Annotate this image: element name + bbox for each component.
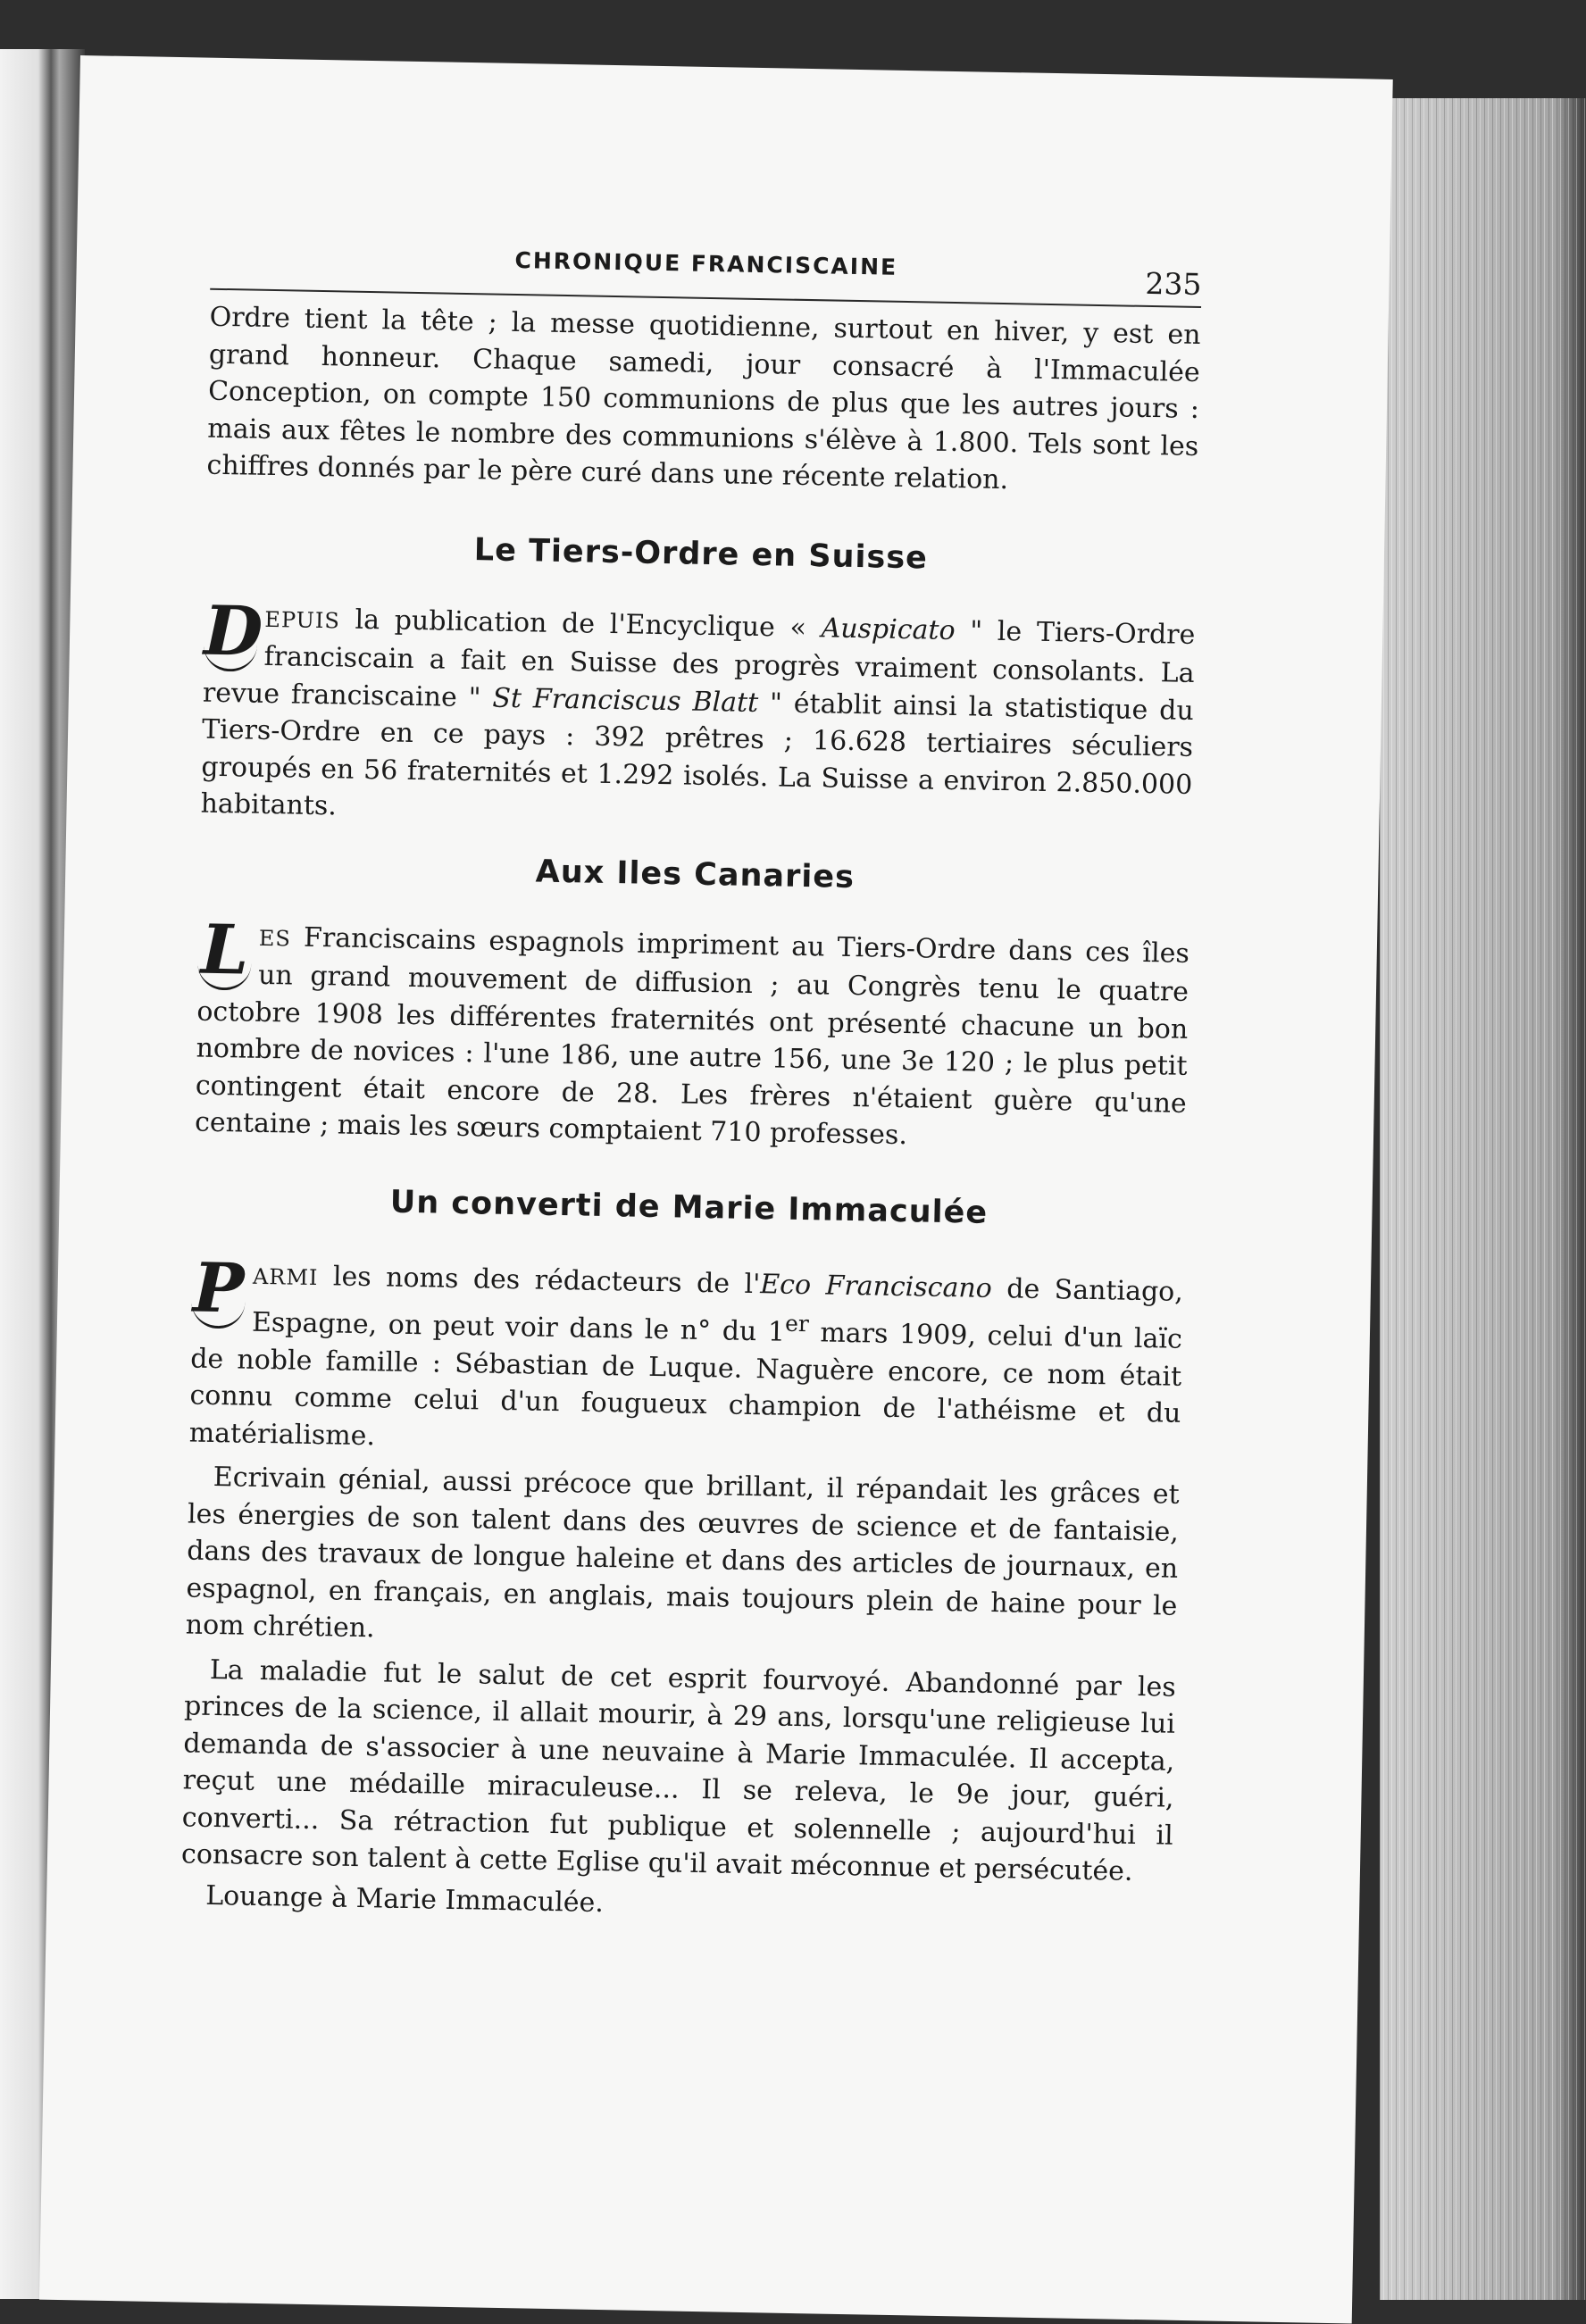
- small-caps-lead: ARMI: [252, 1263, 319, 1290]
- section-title-iles-canaries: Aux Iles Canaries: [535, 853, 856, 895]
- page-header: [210, 237, 1202, 308]
- text-run: mars 1909, celui d'un laïc de noble famille : Sébastian de Luque. Naguère encore, ce nom était connu comme celui d'un fougueux champion de l'athéisme et du matérialisme.: [188, 1317, 1183, 1452]
- emphasis-title: St Franciscus Blatt: [492, 682, 759, 719]
- small-caps-lead: ES: [258, 925, 292, 951]
- drop-cap: D: [203, 590, 263, 671]
- small-caps-lead: EPUIS: [264, 606, 341, 633]
- section-paragraph-converti: [188, 1247, 1184, 1470]
- section-title-tiers-ordre-suisse: Le Tiers-Ordre en Suisse: [473, 531, 929, 576]
- text-run: Franciscains espagnols impriment au Tiers-Ordre dans ces îles un grand mouvement de diffusion ; au Congrès tenu le quatre octobre 1908 les différentes fraternités ont présenté chacune un bon nombre de novices : l'une 186, une autre 156, une 3e 120 ; le plus petit contingent était encore de 28. Les frères n'étaient guère qu'une centaine ; mais les sœurs comptaient 710 professes.: [194, 920, 1190, 1152]
- text-run: les noms des rédacteurs de l': [318, 1260, 761, 1300]
- text-run: " le Tiers-Ordre franciscain a fait en Suisse des progrès vraiment consolants. La revue franciscaine ": [202, 614, 1196, 714]
- page-number: 235: [1145, 265, 1202, 303]
- page-content: [180, 237, 1202, 1932]
- running-title: CHRONIQUE FRANCISCAINE: [514, 246, 898, 280]
- intro-paragraph: Ordre tient la tête ; la messe quotidienne, surtout en hiver, y est en grand honneur. Chaque samedi, jour consacré à l'Immaculée Conception, on compte 150 communions de plus que les autres jours : mais aux fêtes le nombre des communions s'élève à 1.800. Tels sont les chiffres donnés par le père curé dans une récente relation.: [206, 301, 1201, 496]
- emphasis-title: Eco Franciscano: [760, 1268, 993, 1304]
- section-title-converti: Un converti de Marie Immaculée: [389, 1184, 989, 1231]
- paragraph-maladie: La maladie fut le salut de cet esprit fourvoyé. Abandonné par les princes de la science, il allait mourir, à 29 ans, lorsqu'une religieuse lui demanda de s'associer à une neuvaine à Marie Immaculée. Il accepta, reçut une médaille miraculeuse... Il se releva, le 9e jour, guéri, converti... Sa rétraction fut publique et solennelle ; aujourd'hui il consacre son talent à cette Eglise qu'il avait méconnue et persécutée.: [180, 1653, 1177, 1887]
- drop-cap: L: [197, 920, 252, 990]
- section-paragraph-canaries: [194, 909, 1190, 1159]
- book-page: [39, 55, 1393, 2324]
- paragraph-ecrivain: Ecrivain génial, aussi précoce que brillant, il répandait les grâces et les énergies de son talent dans des œuvres de science et de fantaisie, dans des travaux de longue haleine et dans des articles de journaux, en espagnol, en français, en anglais, mais toujours plein de haine pour le nom chrétien.: [185, 1461, 1180, 1645]
- emphasis-title: Auspicato: [821, 612, 956, 646]
- text-run: " établit ainsi la statistique du Tiers-Ordre en ce pays : 392 prêtres ; 16.628 tertiaires séculiers groupés en 56 fraternités et 1.292 isolés. La Suisse a environ 2.850.000 habitants.: [200, 687, 1195, 822]
- drop-cap: P: [192, 1247, 246, 1329]
- ordinal-superscript: er: [784, 1310, 810, 1337]
- section-paragraph-suisse: [200, 590, 1196, 840]
- text-run: la publication de l'Encyclique «: [339, 603, 822, 644]
- text-run: de Santiago, Espagne, on peut voir dans le n° du 1: [251, 1272, 1184, 1348]
- closing-line: Louange à Marie Immaculée.: [205, 1879, 605, 1919]
- book-page-edges: [1380, 98, 1586, 2300]
